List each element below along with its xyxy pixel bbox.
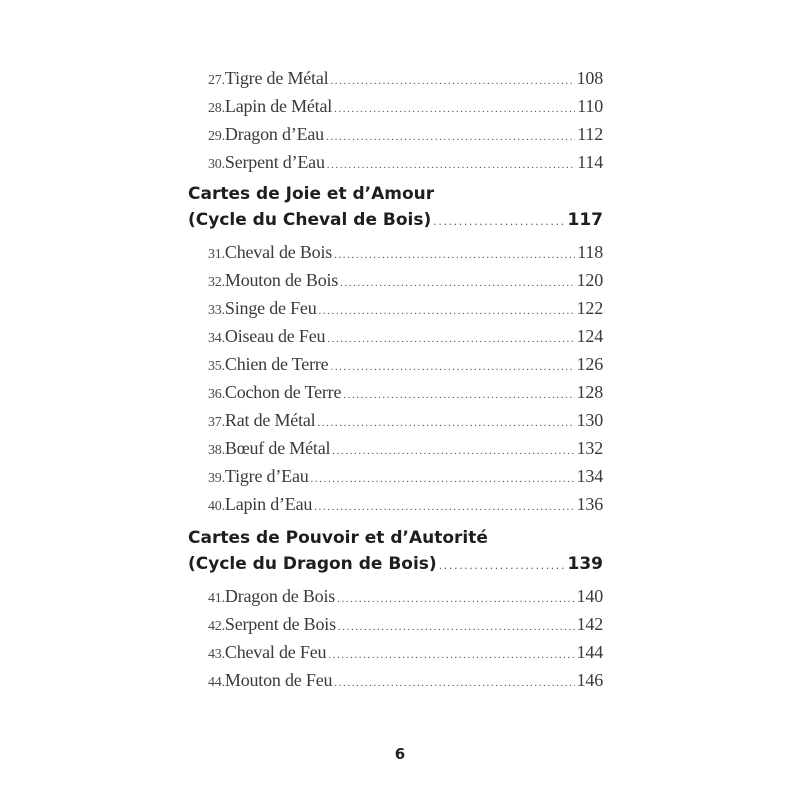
entry-page: 146	[576, 670, 603, 690]
entry-number: 42.	[208, 619, 225, 634]
entry-page: 110	[577, 96, 603, 116]
entry-page: 108	[576, 68, 603, 88]
entry-title: Tigre d’Eau	[224, 466, 309, 486]
toc-entry[interactable]	[208, 124, 603, 145]
entry-number: 39.	[208, 471, 225, 486]
dot-leader	[319, 305, 575, 317]
entry-number: 34.	[208, 331, 225, 346]
toc-entry[interactable]	[208, 326, 603, 347]
entry-number: 33.	[208, 303, 225, 318]
dot-leader	[327, 159, 575, 171]
entry-page: 142	[576, 614, 603, 634]
entry-number: 29.	[208, 129, 225, 144]
entry-number: 41.	[208, 591, 225, 606]
entry-number: 28.	[208, 101, 225, 116]
section-title: Cartes de Joie et d’Amour	[188, 184, 435, 204]
toc-entry[interactable]	[208, 96, 603, 117]
toc-entry[interactable]	[208, 614, 603, 635]
entry-title: Chien de Terre	[224, 354, 329, 374]
entry-title: Tigre de Métal	[224, 68, 329, 88]
section-title: Cartes de Pouvoir et d’Autorité	[188, 528, 488, 548]
entry-title: Cheval de Feu	[224, 642, 327, 662]
entry-page: 144	[576, 642, 603, 662]
dot-leader	[330, 75, 574, 87]
dot-leader	[334, 249, 575, 261]
dot-leader	[326, 131, 575, 143]
dot-leader	[337, 593, 575, 605]
entry-title: Singe de Feu	[224, 298, 317, 318]
entry-title: Dragon d’Eau	[224, 124, 324, 144]
entry-title: Cheval de Bois	[224, 242, 333, 262]
dot-leader	[334, 103, 575, 115]
entry-title: Mouton de Feu	[224, 670, 333, 690]
entry-page: 134	[576, 466, 603, 486]
entry-number: 40.	[208, 499, 225, 514]
section-page: 117	[567, 210, 603, 230]
entry-title: Oiseau de Feu	[224, 326, 326, 346]
entry-page: 122	[576, 298, 603, 318]
toc-entry[interactable]	[208, 586, 603, 607]
toc-entry[interactable]	[208, 354, 603, 375]
entry-page: 120	[576, 270, 603, 290]
entry-number: 38.	[208, 443, 225, 458]
entry-page: 112	[577, 124, 603, 144]
section-subtitle: (Cycle du Cheval de Bois)	[188, 210, 432, 230]
dot-leader	[317, 417, 574, 429]
entry-number: 32.	[208, 275, 225, 290]
dot-leader	[433, 215, 565, 228]
entry-page: 130	[576, 410, 603, 430]
dot-leader	[332, 445, 574, 457]
entry-page: 114	[577, 152, 603, 172]
entry-title: Lapin d’Eau	[224, 494, 313, 514]
section-page: 139	[567, 554, 603, 574]
entry-page: 136	[576, 494, 603, 514]
entry-number: 36.	[208, 387, 225, 402]
dot-leader	[340, 277, 574, 289]
entry-number: 30.	[208, 157, 225, 172]
entry-page: 140	[576, 586, 603, 606]
page-number: 6	[394, 745, 406, 763]
entry-title: Serpent de Bois	[224, 614, 336, 634]
entry-title: Bœuf de Métal	[224, 438, 331, 458]
entry-page: 132	[576, 438, 603, 458]
section-subtitle: (Cycle du Dragon de Bois)	[188, 554, 437, 574]
dot-leader	[328, 649, 574, 661]
dot-leader	[334, 677, 574, 689]
toc-entry[interactable]	[208, 410, 603, 431]
entry-title: Mouton de Bois	[224, 270, 339, 290]
entry-title: Dragon de Bois	[224, 586, 336, 606]
toc-entry[interactable]	[208, 670, 603, 691]
entry-page: 128	[576, 382, 603, 402]
entry-page: 118	[577, 242, 603, 262]
entry-number: 37.	[208, 415, 225, 430]
dot-leader	[343, 389, 574, 401]
toc-entry[interactable]	[208, 466, 603, 487]
dot-leader	[314, 501, 574, 513]
toc-section-heading[interactable]	[188, 184, 603, 230]
toc-section-heading[interactable]	[188, 528, 603, 574]
dot-leader	[327, 333, 574, 345]
entry-number: 44.	[208, 675, 225, 690]
entry-number: 31.	[208, 247, 225, 262]
toc-entry[interactable]	[208, 382, 603, 403]
entry-number: 27.	[208, 73, 225, 88]
toc-entry[interactable]	[208, 298, 603, 319]
entry-title: Lapin de Métal	[224, 96, 333, 116]
dot-leader	[439, 559, 566, 572]
dot-leader	[330, 361, 574, 373]
entry-title: Serpent d’Eau	[224, 152, 325, 172]
toc-entry[interactable]	[208, 152, 603, 173]
entry-title: Cochon de Terre	[224, 382, 342, 402]
toc-entry[interactable]	[208, 494, 603, 515]
toc-entry[interactable]	[208, 642, 603, 663]
entry-number: 35.	[208, 359, 225, 374]
entry-title: Rat de Métal	[224, 410, 316, 430]
dot-leader	[311, 473, 575, 485]
dot-leader	[338, 621, 575, 633]
entry-page: 126	[576, 354, 603, 374]
toc-entry[interactable]	[208, 68, 603, 89]
toc-entry[interactable]	[208, 270, 603, 291]
entry-number: 43.	[208, 647, 225, 662]
toc-entry[interactable]	[208, 438, 603, 459]
entry-page: 124	[576, 326, 603, 346]
toc-entry[interactable]	[208, 242, 603, 263]
